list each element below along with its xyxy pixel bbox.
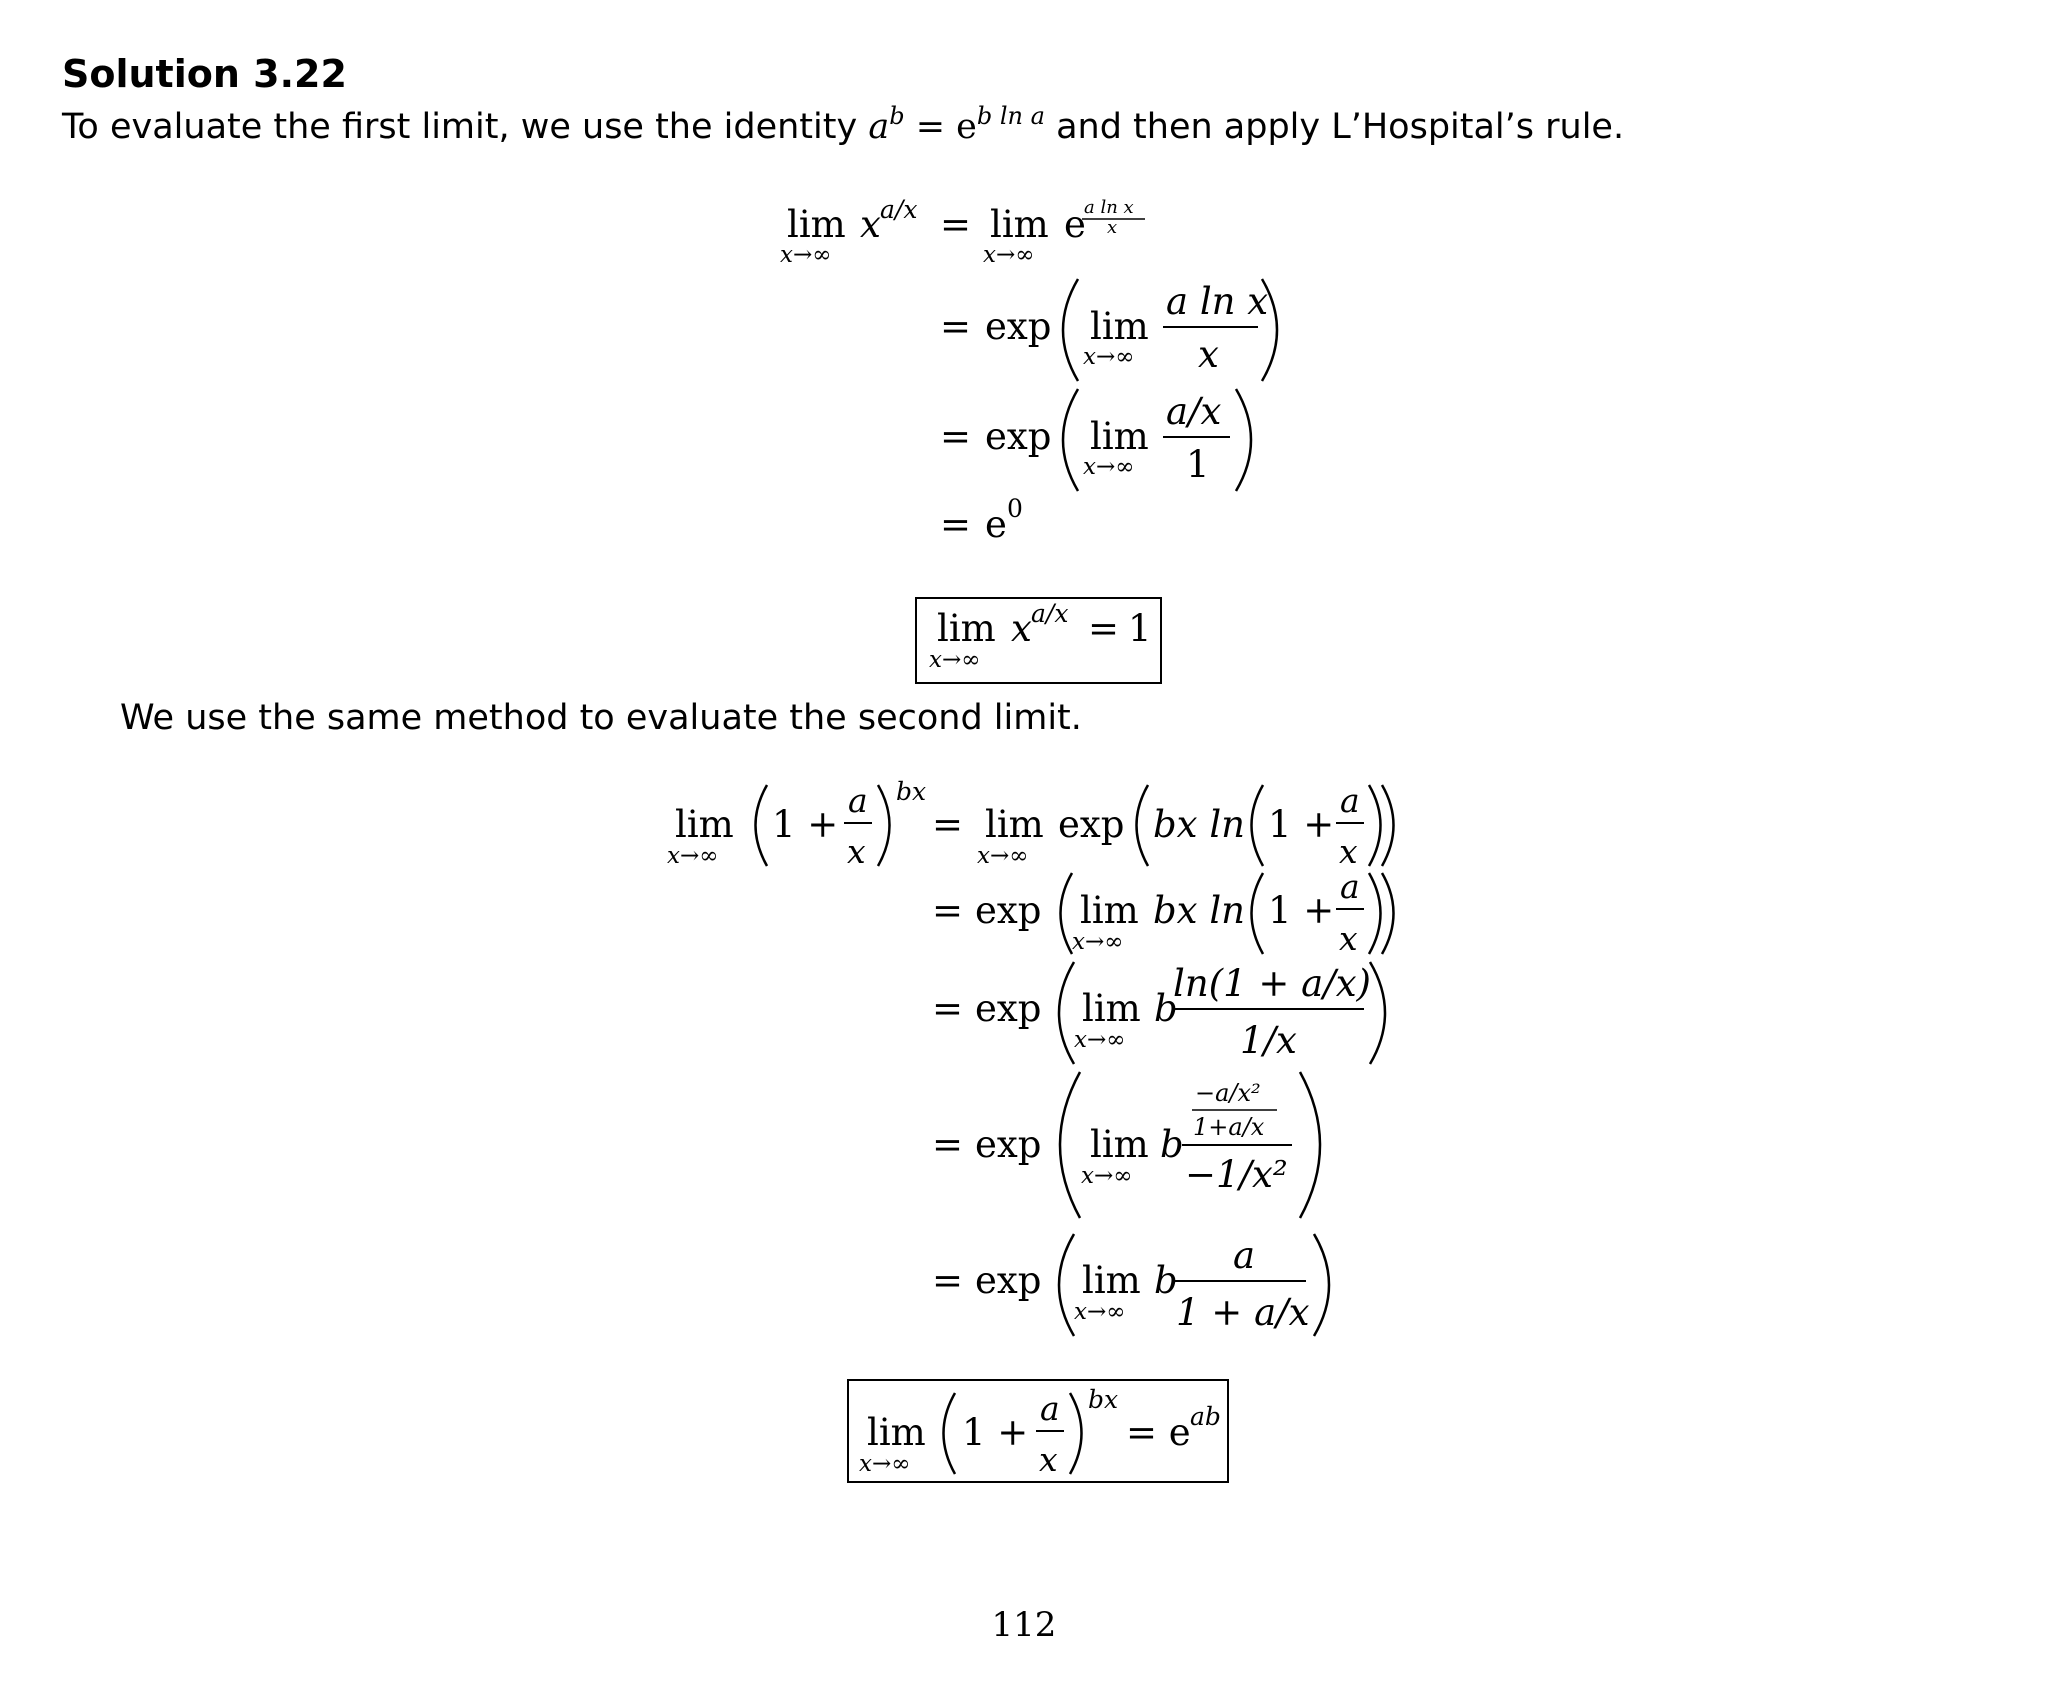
svg-text:bx: bx	[896, 777, 927, 806]
svg-text:a ln x: a ln x	[1166, 280, 1269, 323]
svg-text:=: =	[932, 1123, 964, 1166]
svg-text:a/x: a/x	[1031, 599, 1069, 628]
intro-text-after: and then apply L’Hospital’s rule.	[1044, 107, 1625, 147]
svg-text:b: b	[1154, 987, 1178, 1030]
svg-text:a ln x: a ln x	[1084, 197, 1134, 218]
svg-text:1: 1	[1186, 443, 1210, 486]
svg-text:=: =	[940, 203, 972, 246]
svg-text:=: =	[940, 305, 972, 348]
svg-text:b: b	[1160, 1123, 1184, 1166]
svg-text:x: x	[1339, 919, 1358, 958]
svg-text:1 +: 1 +	[772, 803, 839, 846]
svg-text:a/x: a/x	[1166, 390, 1222, 433]
svg-text:lim: lim	[1090, 1123, 1149, 1166]
svg-text:1 + a/x: 1 + a/x	[1176, 1291, 1310, 1334]
svg-text:=: =	[1088, 607, 1120, 650]
svg-text:exp: exp	[1058, 803, 1125, 846]
svg-text:a: a	[1340, 781, 1360, 820]
svg-text:exp: exp	[975, 1123, 1042, 1166]
identity-formula: $a^b = e^{b ln a}$	[868, 102, 1045, 147]
svg-text:= e: = e	[1126, 1411, 1191, 1454]
svg-text:e: e	[985, 503, 1007, 546]
limit1-lhs	[780, 195, 971, 268]
limit2-lhs	[667, 777, 963, 871]
intro-text-before: To evaluate the first limit, we use the identity	[62, 107, 869, 147]
limit2-step-3	[932, 962, 1385, 1064]
svg-text:1 +: 1 +	[1268, 803, 1335, 846]
limit2-step-4	[932, 1072, 1320, 1218]
svg-text:=: =	[940, 503, 972, 546]
limit1-derivation	[0, 0, 2048, 700]
limit2-result-box	[848, 1380, 1228, 1482]
svg-text:x: x	[1011, 607, 1032, 650]
svg-text:a: a	[848, 781, 868, 820]
svg-text:lim: lim	[1090, 415, 1149, 458]
svg-text:x: x	[847, 832, 866, 871]
svg-text:x→∞: x→∞	[1081, 1163, 1133, 1189]
svg-text:x→∞: x→∞	[1083, 344, 1135, 370]
limit2-step-2	[932, 867, 1394, 958]
svg-text:b: b	[1154, 1259, 1178, 1302]
svg-text:x: x	[1339, 832, 1358, 871]
limit1-step-4	[940, 494, 1023, 546]
svg-text:lim: lim	[990, 203, 1049, 246]
svg-text:lim: lim	[787, 203, 846, 246]
svg-text:a: a	[1040, 1389, 1060, 1428]
svg-text:1: 1	[1128, 607, 1152, 650]
svg-text:=: =	[932, 803, 964, 846]
svg-text:lim: lim	[1090, 305, 1149, 348]
svg-text:−a/x²: −a/x²	[1195, 1079, 1261, 1107]
svg-text:lim: lim	[937, 607, 996, 650]
svg-text:x: x	[1039, 1440, 1058, 1479]
svg-text:x: x	[1198, 333, 1219, 376]
svg-text:bx: bx	[1088, 1385, 1119, 1414]
svg-text:a: a	[1340, 867, 1360, 906]
svg-text:x→∞: x→∞	[667, 843, 719, 869]
svg-text:exp: exp	[985, 415, 1052, 458]
svg-text:x→∞: x→∞	[983, 242, 1035, 268]
svg-text:lim: lim	[1082, 1259, 1141, 1302]
svg-text:1 +: 1 +	[1268, 889, 1335, 932]
svg-text:=: =	[932, 1259, 964, 1302]
svg-text:exp: exp	[975, 1259, 1042, 1302]
svg-text:bx ln: bx ln	[1153, 889, 1245, 932]
svg-text:=: =	[932, 987, 964, 1030]
svg-text:x: x	[1107, 217, 1118, 238]
svg-text:1/x: 1/x	[1240, 1019, 1297, 1062]
svg-text:exp: exp	[975, 889, 1042, 932]
svg-text:ln(1 + a/x): ln(1 + a/x)	[1173, 962, 1371, 1005]
svg-text:−1/x²: −1/x²	[1185, 1153, 1288, 1196]
svg-text:x→∞: x→∞	[1074, 1027, 1126, 1053]
svg-text:x→∞: x→∞	[859, 1451, 911, 1477]
svg-text:x→∞: x→∞	[1074, 1299, 1126, 1325]
svg-text:lim: lim	[867, 1411, 926, 1454]
limit1-step-2	[940, 279, 1277, 381]
svg-text:lim: lim	[675, 803, 734, 846]
svg-text:exp: exp	[985, 305, 1052, 348]
svg-text:x: x	[860, 203, 881, 246]
svg-text:x→∞: x→∞	[780, 242, 832, 268]
svg-text:x→∞: x→∞	[977, 843, 1029, 869]
svg-text:a: a	[1233, 1234, 1256, 1277]
svg-text:0: 0	[1007, 494, 1023, 523]
svg-text:=: =	[940, 415, 972, 458]
svg-text:lim: lim	[1080, 889, 1139, 932]
svg-text:=: =	[932, 889, 964, 932]
second-limit-paragraph: We use the same method to evaluate the second limit.	[120, 698, 1082, 738]
svg-text:1 +: 1 +	[962, 1411, 1029, 1454]
svg-text:e: e	[1064, 203, 1086, 246]
limit2-derivation	[0, 740, 2048, 1520]
svg-text:x→∞: x→∞	[929, 647, 981, 673]
svg-text:bx ln: bx ln	[1153, 803, 1245, 846]
limit2-step-5	[932, 1234, 1329, 1336]
limit1-result-box	[916, 598, 1161, 683]
svg-text:a/x: a/x	[880, 195, 918, 224]
solution-heading: Solution 3.22	[62, 52, 347, 96]
svg-text:lim: lim	[1082, 987, 1141, 1030]
svg-text:1+a/x: 1+a/x	[1193, 1113, 1265, 1141]
svg-text:lim: lim	[985, 803, 1044, 846]
svg-text:x→∞: x→∞	[1072, 929, 1124, 955]
svg-text:ab: ab	[1190, 1402, 1221, 1431]
limit2-step-1	[977, 781, 1394, 871]
svg-text:exp: exp	[975, 987, 1042, 1030]
limit1-step-1	[983, 197, 1145, 268]
page-number: 112	[991, 1605, 1057, 1645]
svg-text:x→∞: x→∞	[1083, 454, 1135, 480]
limit1-step-3	[940, 389, 1251, 491]
